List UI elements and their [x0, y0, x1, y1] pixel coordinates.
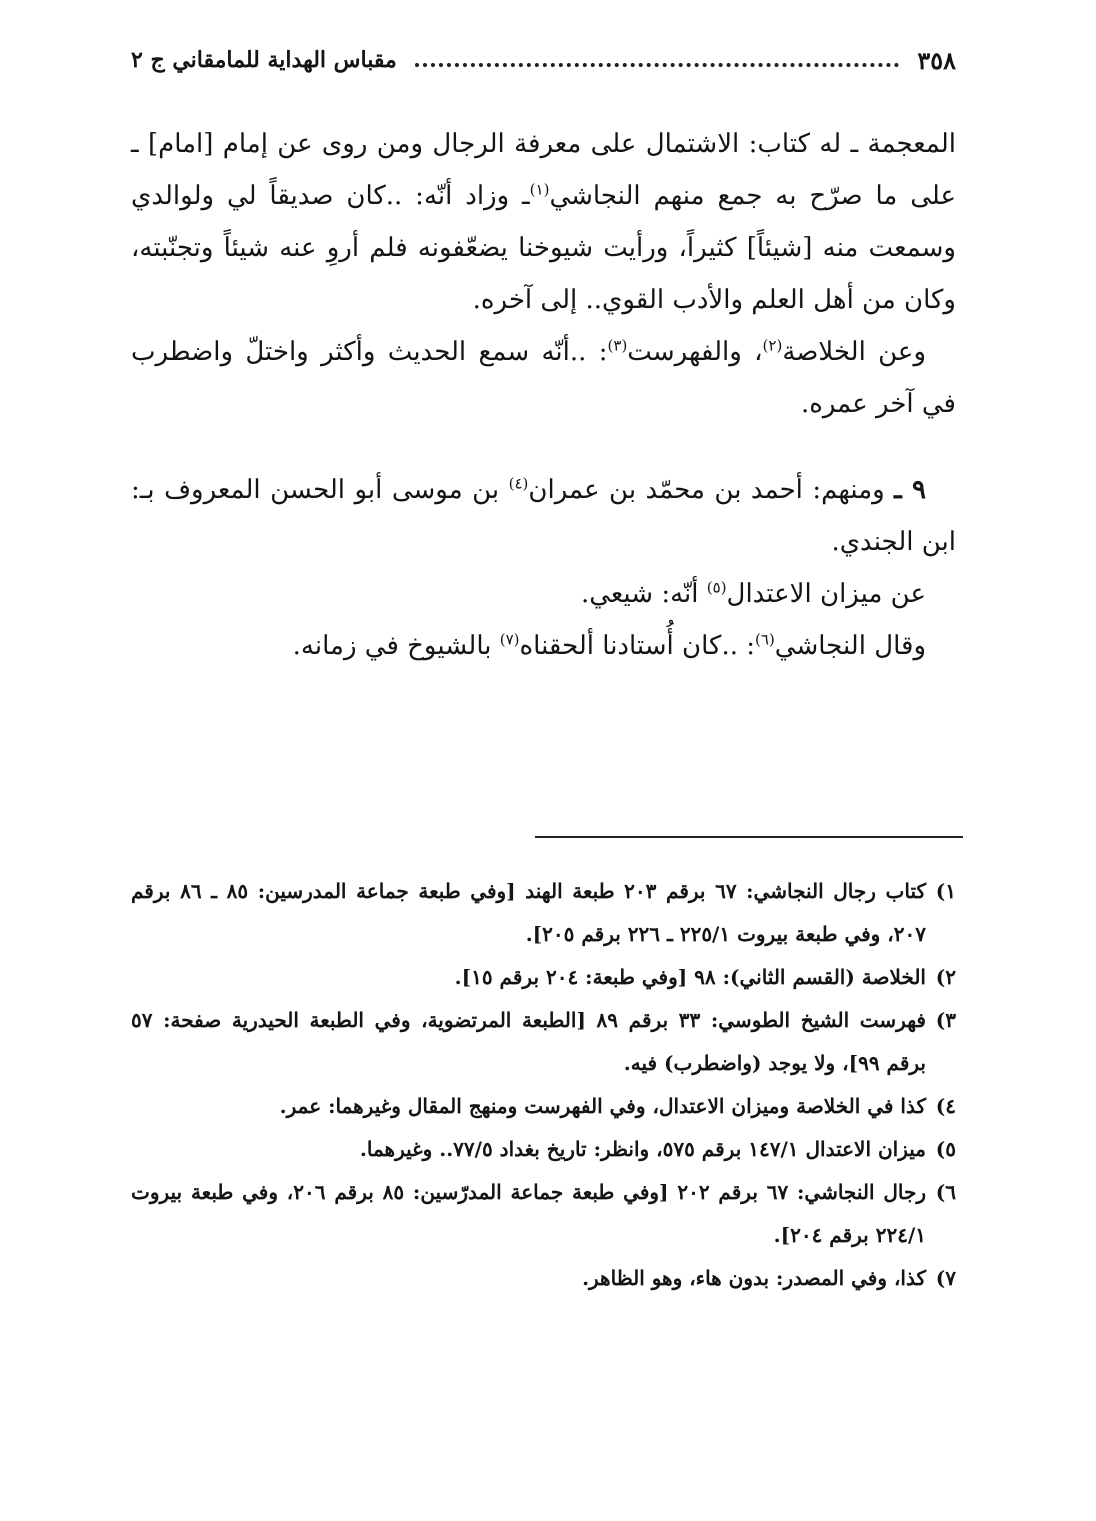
paragraph-5 — [131, 620, 956, 672]
footnote-number: ٦) — [935, 1180, 956, 1204]
paragraph-2-text-b: ، والفهرست — [627, 337, 763, 367]
footnote-1 — [131, 870, 956, 956]
footnotes — [131, 870, 956, 1300]
paragraph-2 — [131, 326, 956, 430]
paragraph-5-text-b: : ..كان أُستادنا ألحقناه — [519, 631, 755, 661]
header-dotted-leader — [415, 53, 900, 67]
main-text — [131, 118, 956, 672]
footnote-ref-5: (٥) — [706, 578, 727, 597]
paragraph-5-text-a: وقال النجاشي — [774, 631, 926, 661]
footnote-number: ٣) — [935, 1008, 956, 1032]
paragraph-1-text-a: المعجمة ـ له كتاب: الاشتمال على معرفة الرجال ومن روى عن إمام [امام] ـ على ما صرّح به جمع منهم النجاشي — [131, 129, 956, 211]
paragraph-1 — [131, 118, 956, 326]
entry-number: ٩ ـ — [894, 475, 927, 505]
paragraph-1-text-b: ـ وزاد أنّه: ..كان صديقاً لي ولوالدي وسمعت منه [شيئاً] كثيراً، ورأيت شيوخنا يضعّفونه فلم أروِ عنه شيئاً وتجنّبته، وكان من أهل العلم والأدب القوي.. إلى آخره. — [131, 181, 956, 315]
footnote-text: كذا، وفي المصدر: بدون هاء، وهو الظاهر. — [582, 1266, 926, 1290]
page-header — [131, 38, 956, 82]
paragraph-4-text-a: عن ميزان الاعتدال — [726, 579, 926, 609]
footnote-5 — [131, 1128, 956, 1171]
footnote-7 — [131, 1257, 956, 1300]
paragraph-2-text-c: : ..أنّه سمع الحديث وأكثر واختلّ واضطرب في آخر عمره. — [131, 337, 956, 419]
entry-9-text-a: ومنهم: أحمد بن محمّد بن عمران — [528, 475, 895, 505]
footnote-number: ٢) — [935, 965, 956, 989]
footnote-ref-7: (٧) — [499, 630, 520, 649]
footnote-text: ميزان الاعتدال ١٤٧/١ برقم ٥٧٥، وانظر: تاريخ بغداد ٧٧/٥.. وغيرهما. — [359, 1137, 926, 1161]
footnote-ref-2: (٢) — [762, 336, 783, 355]
paragraph-4 — [131, 568, 956, 620]
footnote-3 — [131, 999, 956, 1085]
footnote-ref-1: (١) — [529, 180, 550, 199]
paragraph-5-text-c: بالشيوخ في زمانه. — [292, 631, 500, 661]
entry-9-text-b: بن موسى أبو الحسن المعروف بـ: ابن الجندي. — [131, 475, 956, 557]
footnote-text: كتاب رجال النجاشي: ٦٧ برقم ٢٠٣ طبعة الهند [وفي طبعة جماعة المدرسين: ٨٥ ـ ٨٦ برقم ٢٠٧، وفي طبعة بيروت ٢٢٥/١ ـ ٢٢٦ برقم ٢٠٥]. — [131, 879, 927, 946]
footnote-6 — [131, 1171, 956, 1257]
page-number: ٣٥٨ — [917, 45, 956, 75]
footnote-ref-3: (٣) — [607, 336, 628, 355]
footnote-text: كذا في الخلاصة وميزان الاعتدال، وفي الفهرست ومنهج المقال وغيرهما: عمر. — [279, 1094, 926, 1118]
footnote-text: الخلاصة (القسم الثاني): ٩٨ [وفي طبعة: ٢٠٤ برقم ١٥]. — [454, 965, 926, 989]
footnote-number: ٧) — [935, 1266, 956, 1290]
paragraph-4-text-b: أنّه: شيعي. — [580, 579, 707, 609]
footnote-separator — [535, 836, 963, 838]
footnote-number: ٥) — [935, 1137, 956, 1161]
running-title: مقباس الهداية للمامقاني ج ٢ — [131, 47, 397, 73]
footnote-ref-4: (٤) — [508, 474, 529, 493]
paragraph-2-text-a: وعن الخلاصة — [782, 337, 926, 367]
footnote-4 — [131, 1085, 956, 1128]
footnote-number: ١) — [935, 879, 956, 903]
footnote-2 — [131, 956, 956, 999]
footnote-text: فهرست الشيخ الطوسي: ٣٣ برقم ٨٩ [الطبعة المرتضوية، وفي الطبعة الحيدرية صفحة: ٥٧ برقم ٩٩]، ولا يوجد (واضطرب) فيه. — [131, 1008, 926, 1075]
entry-9 — [131, 464, 956, 568]
footnote-ref-6: (٦) — [755, 630, 775, 649]
footnote-text: رجال النجاشي: ٦٧ برقم ٢٠٢ [وفي طبعة جماعة المدرّسين: ٨٥ برقم ٢٠٦، وفي طبعة بيروت ٢٢٤/١ برقم ٢٠٤]. — [131, 1180, 926, 1247]
footnote-number: ٤) — [935, 1094, 956, 1118]
